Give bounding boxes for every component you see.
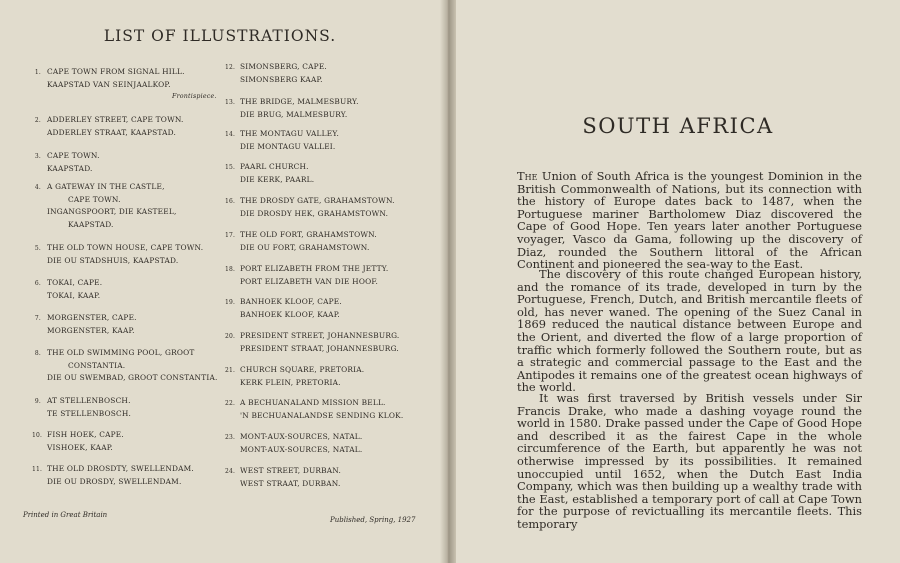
published-footer: Published, Spring, 1927 [330, 516, 416, 524]
illustration-entry-18: 18. PORT ELIZABETH FROM THE JETTY. PORT ELIZABETH VAN DIE HOOF. [225, 264, 389, 287]
illustration-entry-24: 24. WEST STREET, DURBAN. WEST STRAAT, DURBAN. [225, 466, 342, 489]
illustration-entry-7: 7. MORGENSTER, CAPE. MORGENSTER, KAAP. [34, 313, 137, 336]
illustration-entry-14: 14. THE MONTAGU VALLEY. DIE MONTAGU VALLEI. [225, 129, 340, 152]
paragraph-2-text: The discovery of this route changed European history, and the romance of its trade, developed in turn by the Portuguese, French, Dutch, and British mercantile fleets of old, has never waned. The opening of the Suez Canal in 1869 reduced the nautical distance between Europe and the Orient, and diverted the flow of a large proportion of traffic which formerly followed the Southern route, but as a strategic and commercial passage to the East and the Antipodes it remains one of the greatest ocean highways of the world. [517, 267, 862, 395]
illustration-entry-5: 5. THE OLD TOWN HOUSE, CAPE TOWN. DIE OU STADSHUIS, KAAPSTAD. [34, 243, 204, 266]
illustration-entry-21: 21. CHURCH SQUARE, PRETORIA. KERK FLEIN, PRETORIA. [225, 365, 365, 388]
illustration-entry-10: 10. FISH HOEK, CAPE. VISHOEK, KAAP. [32, 430, 124, 453]
page-title: SOUTH AFRICA [582, 114, 774, 138]
illustration-entry-23: 23. MONT-AUX-SOURCES, NATAL. MONT-AUX-SOURCES, NATAL. [225, 432, 363, 455]
illustration-entry-22: 22. A BECHUANALAND MISSION BELL. 'N BECHUANALANDSE SENDING KLOK. [225, 398, 404, 421]
illustration-entry-15: 15. PAARL CHURCH. DIE KERK, PAARL. [225, 162, 315, 185]
paragraph-2 [517, 268, 862, 394]
illustration-entry-6: 6. TOKAI, CAPE. TOKAI, KAAP. [34, 278, 103, 301]
illustration-entry-8: 8. THE OLD SWIMMING POOL, GROOT CONSTANTIA. DIE OU SWEMBAD, GROOT CONSTANTIA. [34, 348, 218, 383]
illustration-entry-1 [32, 66, 217, 104]
paragraph-1 [517, 170, 862, 271]
printed-in-footer: Printed in Great Britain [23, 511, 108, 519]
paragraph-1-text: Union of South Africa is the youngest Dominion in the British Commonwealth of Nations, but its connection with the history of Europe dates back to 1487, when the Portuguese mariner Bartholomew Diaz discovered the Cape of Good Hope. Ten years later another Portuguese voyager, Vasco da Gama, following up the discovery of Diaz, rounded the Southern littoral of the African Continent and pioneered the sea-way to the East. [517, 169, 862, 272]
illustration-entry-2: 2. ADDERLEY STREET, CAPE TOWN. ADDERLEY STRAAT, KAAPSTAD. [34, 115, 184, 138]
entry-afrikaans: KAAPSTAD VAN SEINJAALKOP. [47, 80, 171, 90]
illustration-entry-9: 9. AT STELLENBOSCH. TE STELLENBOSCH. [34, 396, 132, 419]
paragraph-3 [517, 392, 862, 531]
illustration-entry-17: 17. THE OLD FORT, GRAHAMSTOWN. DIE OU FORT, GRAHAMSTOWN. [225, 230, 377, 253]
entry-number: 1. [34, 69, 41, 76]
illustration-entry-20: 20. PRESIDENT STREET, JOHANNESBURG. PRESIDENT STRAAT, JOHANNESBURG. [225, 331, 400, 354]
entry-note: Frontispiece. [172, 93, 217, 101]
illustration-entry-19: 19. BANHOEK KLOOF, CAPE. BANHOEK KLOOF, KAAP. [225, 297, 342, 320]
paragraph-3-text: It was first traversed by British vessels under Sir Francis Drake, who made a dashing voyage round the world in 1580. Drake passed under the Cape of Good Hope and described it as the fairest Cape in the whole circumference of the Earth, but apparently he was not otherwise impressed by its possibilities. It remained unoccupied until 1652, when the Dutch East India Company, which was then building up a wealthy trade with the East, established a temporary port of call at Cape Town for the purpose of revictualling its mercantile fleets. This temporary [517, 391, 862, 531]
entry-english: CAPE TOWN FROM SIGNAL HILL. [47, 67, 185, 76]
illustration-entry-4: 4. A GATEWAY IN THE CASTLE, CAPE TOWN. INGANGSPOORT, DIE KASTEEL, KAAPSTAD. [34, 182, 177, 229]
illustration-entry-12: 12. SIMONSBERG, CAPE. SIMONSBERG KAAP. [225, 62, 327, 85]
paragraph-lead-word: The [517, 169, 538, 183]
list-title: LIST OF ILLUSTRATIONS. [103, 27, 337, 45]
book-gutter [440, 0, 456, 563]
illustration-entry-3: 3. CAPE TOWN. KAAPSTAD. [34, 151, 100, 174]
illustration-entry-13: 13. THE BRIDGE, MALMESBURY. DIE BRUG, MALMESBURY. [225, 97, 359, 120]
illustration-entry-16: 16. THE DROSDY GATE, GRAHAMSTOWN. DIE DROSDY HEK, GRAHAMSTOWN. [225, 196, 395, 219]
illustration-entry-11: 11. THE OLD DROSDTY, SWELLENDAM. DIE OU DROSDY, SWELLENDAM. [32, 464, 194, 487]
